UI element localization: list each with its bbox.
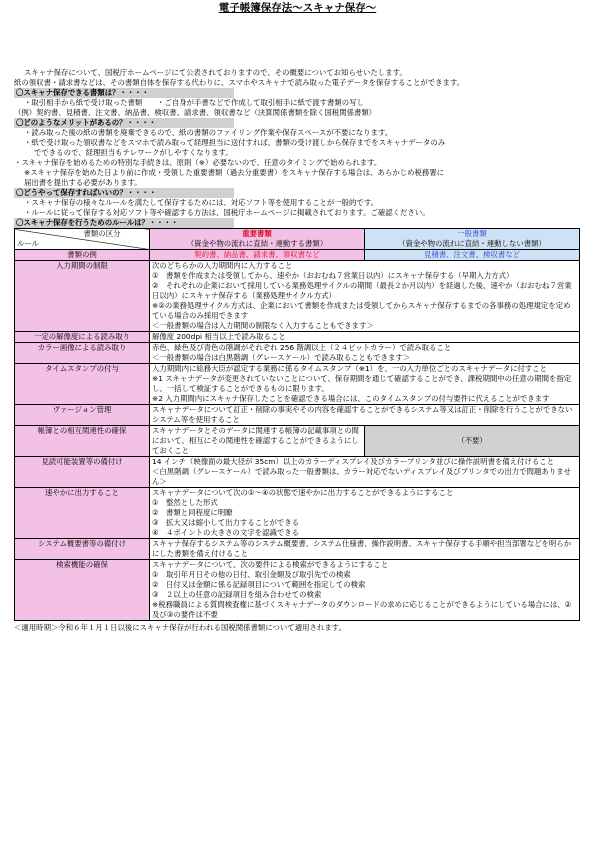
table-row <box>15 261 580 332</box>
general-not-required: （不要） <box>365 426 580 457</box>
row-text: 14 インチ（映像面の最大径が 35cm）以上のカラーディスプレイ及びカラープリンタ並びに操作説明書を備え付けること <box>152 457 555 466</box>
row-text: スキャナデータについて、次の要件による検索ができるようにすること <box>152 560 389 569</box>
footer-note: ＜適用時期＞令和６年１月１日以後にスキャナ保存が行われる国税関係書類について適用されます。 <box>14 623 346 632</box>
row-content <box>150 560 580 621</box>
general-example: 見積書、注文書、検収書など <box>365 250 580 261</box>
row-content <box>150 364 580 405</box>
row-label: 見読可能装置等の備付け <box>15 457 150 488</box>
how-line-2: ・ルールに従って保存する対応ソフト等や確認する方法は、国税庁ホームページに掲載されております。ご確認ください。 <box>24 208 430 217</box>
row-text: ① 書類を作成または受領してから、速やか（おおむね７営業日以内）にスキャナ保存する（早期入力方式） <box>152 271 514 280</box>
row-text: ※2 入力期間内にスキャナ保存したことを確認できる場合には、このタイムスタンプの付与要件に代えることができます <box>152 394 550 403</box>
row-content <box>150 405 580 426</box>
table-row <box>15 457 580 488</box>
general-header <box>365 229 580 250</box>
table-corner-cell <box>15 229 150 250</box>
row-text: ＜白黒階調（グレースケール）で読み取った一般書類は、カラー対応でないディスプレイ及びプリンタでの出力で問題ありません＞ <box>152 467 571 486</box>
table-row <box>15 405 580 426</box>
row-text: スキャナデータについて訂正・削除の事実やその内容を確認することができるシステム等又は訂正・削除を行うことができないシステム等を使用すること <box>152 405 573 424</box>
row-text: ※②の業務処理サイクル方式は、企業において書類を作成または受領してからスキャナ保存するまでの各事務の処理規定を定めている場合のみ採用できます <box>152 301 571 320</box>
row-label: 書類の例 <box>15 250 150 261</box>
row-label: カラー画像による読み取り <box>15 343 150 364</box>
merits-line-3: でできるので、経理担当もテレワークがしやすくなります。 <box>34 148 233 157</box>
row-content <box>150 261 580 332</box>
section-heading-merits: 〇どのようなメリットがあるの？・・・・ <box>14 118 234 128</box>
table-row <box>15 332 580 343</box>
merits-line-4: ・スキャナ保存を始めるための特別な手続きは、原則（※）必要ないので、任意のタイミングで始められます。 <box>14 158 382 167</box>
important-header <box>150 229 365 250</box>
row-text: スキャナデータについて次の①～④の状態で速やかに出力することができるようにすること <box>152 488 454 497</box>
table-row <box>15 560 580 621</box>
merits-line-2: ・紙で受け取った領収書などをスマホで読み取って経理担当に送付すれば、書類の受け渡しから保存までをスキャナデータのみ <box>24 138 446 147</box>
section-heading-how: 〇どうやって保存すればいいの？・・・・ <box>14 188 234 198</box>
row-text: ＜一般書類の場合は入力期間の制限なく入力することもできます＞ <box>152 321 374 330</box>
row-text: ④ ４ポイントの大きさの文字を認識できる <box>152 528 300 537</box>
merits-line-5: ※スキャナ保存を始めた日より前に作成・受領した重要書類（過去分重要書）をスキャナ保存する場合は、あらかじめ税務署に <box>24 168 445 177</box>
row-content <box>150 457 580 488</box>
corner-label-rule: ルール <box>17 239 40 248</box>
row-text: スキャナ保存するシステム等のシステム概要書、システム仕様書、操作説明書、スキャナ保存する手順や担当部署などを明らかにした書類を備え付けること <box>152 539 572 558</box>
row-text: ＜一般書類の場合は白黒階調（グレースケール）で読み取ることもできます＞ <box>152 353 411 362</box>
intro-line-2: 紙の領収書・請求書などは、その書類自体を保存する代わりに、スマホやスキャナで読み取った電子データを保存することができます。 <box>14 78 465 87</box>
table-header-row <box>15 229 580 250</box>
page-title: 電子帳簿保存法～スキャナ保存～ <box>218 2 377 14</box>
merits-line-6: 届出書を提出する必要があります。 <box>24 178 142 187</box>
row-content <box>150 488 580 539</box>
corner-label-category: 書類の区分 <box>83 229 121 238</box>
table-row <box>15 488 580 539</box>
row-text: ② 書類と同程度に明瞭 <box>152 508 233 517</box>
row-text: ② それぞれの企業において採用している業務処理サイクルの期間（最長２か月以内）を経過した後、速やか（おおむね７営業日以内）にスキャナ保存する（業務処理サイクル方式） <box>152 281 572 300</box>
row-label: ヴァージョン管理 <box>15 405 150 426</box>
row-label: 速やかに出力すること <box>15 488 150 539</box>
row-text: ① 取引年月日その他の日付、取引金額及び取引先での検索 <box>152 570 351 579</box>
row-text: 赤色、緑色及び青色の階調がそれぞれ 256 階調以上（２４ビットカラー）で読み取ること <box>152 343 452 352</box>
row-text: ① 整然とした形式 <box>152 498 218 507</box>
important-example: 契約書、納品書、請求書、領収書など <box>150 250 365 261</box>
merits-line-1: ・読み取った後の紙の書類を廃棄できるので、紙の書類のファイリング作業や保存スペースが不要になります。 <box>24 128 393 137</box>
section-heading-documents: 〇スキャナ保存できる書類は？・・・・ <box>14 88 234 98</box>
documents-line-2: （例）契約書、見積書、注文書、納品書、検収書、請求書、領収書など（決算関係書類を除く国税関係書類） <box>14 108 377 117</box>
important-title: 重要書類 <box>242 229 272 238</box>
how-line-1: ・スキャナ保存の様々なルールを満たして保存するためには、対応ソフト等を使用することが一般的です。 <box>24 198 379 207</box>
row-content <box>150 426 365 457</box>
table-row <box>15 343 580 364</box>
row-label: 検索機能の確保 <box>15 560 150 621</box>
documents-line-1: ・取引相手から紙で受け取った書類 ・ご自身が手書などで作成して取引相手に紙で渡す書類の写し <box>24 98 364 107</box>
row-content <box>150 539 580 560</box>
row-text: ※1 スキャナデータが変更されていないことについて、保存期間を通じて確認することができ、課税期間中の任意の期間を指定し、一括して検証することができるものに限ります。 <box>152 374 572 393</box>
row-content <box>150 332 580 343</box>
row-text: ② 日付又は金額に係る記録項目について範囲を指定しての検索 <box>152 580 366 589</box>
row-label: 一定の解像度による読み取り <box>15 332 150 343</box>
row-text: ③ ２以上の任意の記録項目を組み合わせての検索 <box>152 590 322 599</box>
row-label: システム概要書等の備付け <box>15 539 150 560</box>
row-text: ※税務職員による質問検査権に基づくスキャナデータのダウンロードの求めに応じることができるようにしている場合には、②及び③の要件は不要 <box>152 600 572 619</box>
row-text: 入力期間内に総務大臣が認定する業務に係るタイムスタンプ（※1）を、一の入力単位ごとのスキャナデータに付すこと <box>152 364 548 373</box>
row-text: 解像度 200dpi 相当以上で読み取ること <box>152 332 286 341</box>
intro-line-1: スキャナ保存について、国税庁ホームページにて公表されておりますので、その概要についてお知らせいたします。 <box>24 68 407 77</box>
row-text: ③ 拡大又は縮小して出力することができる <box>152 518 300 527</box>
row-label: タイムスタンプの付与 <box>15 364 150 405</box>
table-row <box>15 364 580 405</box>
table-row-example <box>15 250 580 261</box>
row-label: 入力期間の制限 <box>15 261 150 332</box>
table-row <box>15 426 580 457</box>
table-row <box>15 539 580 560</box>
rules-table <box>14 228 580 621</box>
row-label: 帳簿との相互関連性の確保 <box>15 426 150 457</box>
row-content <box>150 343 580 364</box>
general-title: 一般書類 <box>457 229 487 238</box>
row-text: スキャナデータとそのデータに関連する帳簿の記載事項との間において、相互にその関連性を確認することができるようにしておくこと <box>152 426 359 455</box>
document-body <box>14 38 581 633</box>
important-subtitle: （資金や物の流れに直結・連動する書類） <box>186 239 328 248</box>
general-subtitle: （資金や物の流れに直結・連動しない書類） <box>398 239 546 248</box>
row-text: 次のどちらかの入力期間内に入力すること <box>152 261 293 270</box>
section-heading-rules: 〇スキャナ保存を行うためのルールは？・・・・ <box>14 218 234 228</box>
